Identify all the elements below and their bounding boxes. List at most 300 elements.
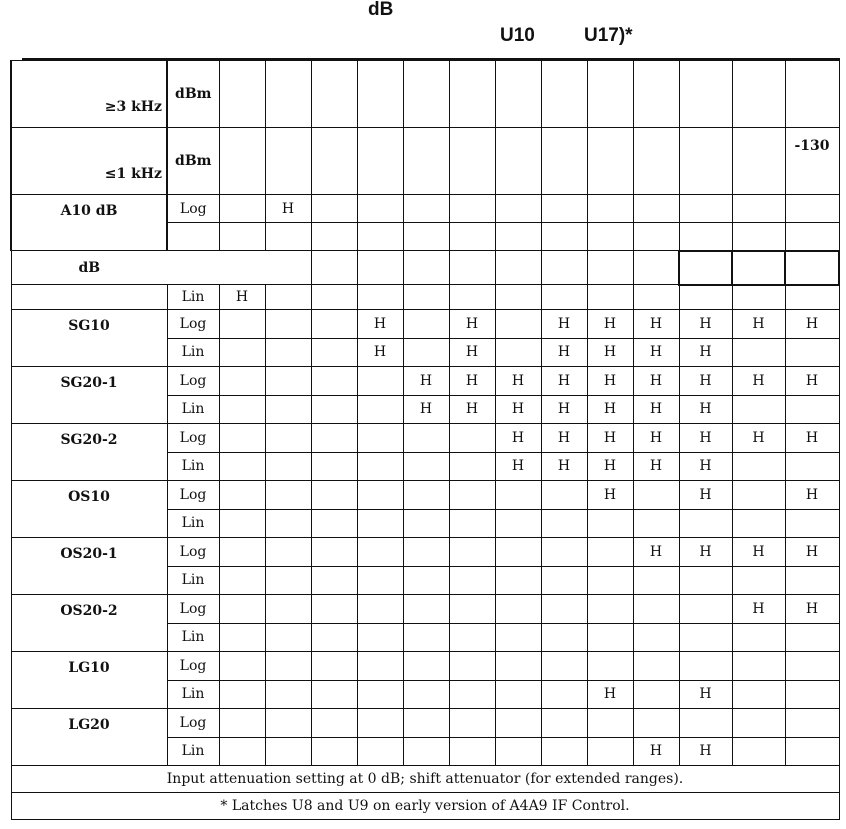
- value-cell: [495, 623, 541, 652]
- value-cell: [403, 223, 449, 251]
- value-cell: [311, 709, 357, 738]
- footnote: Input attenuation setting at 0 dB; shift attenuator (for extended ranges).: [11, 766, 839, 793]
- value-cell: [633, 709, 679, 738]
- value-cell: [587, 595, 633, 624]
- value-cell: [449, 652, 495, 681]
- value-cell: [403, 680, 449, 709]
- value-cell: [403, 128, 449, 195]
- value-cell: [403, 285, 449, 310]
- value-cell: [265, 395, 311, 424]
- value-cell: [541, 538, 587, 567]
- value-cell: H: [587, 481, 633, 510]
- value-cell: H: [633, 452, 679, 481]
- mode-label: Lin: [167, 680, 219, 709]
- value-cell: [219, 595, 265, 624]
- value-cell: [219, 223, 265, 251]
- value-cell: [311, 652, 357, 681]
- value-cell: [219, 452, 265, 481]
- value-cell: [732, 652, 785, 681]
- value-cell: [265, 452, 311, 481]
- value-cell: H: [679, 424, 732, 453]
- value-cell: [219, 509, 265, 538]
- value-cell: [679, 595, 732, 624]
- value-cell: [311, 61, 357, 128]
- value-cell: [311, 595, 357, 624]
- value-cell: [541, 195, 587, 223]
- value-cell: [403, 509, 449, 538]
- value-cell: [265, 538, 311, 567]
- value-cell: H: [633, 367, 679, 396]
- value-cell: [265, 367, 311, 396]
- value-cell: [679, 195, 732, 223]
- value-cell: [357, 61, 403, 128]
- value-cell: [785, 395, 839, 424]
- blank-cell: [732, 251, 785, 285]
- value-cell: [495, 652, 541, 681]
- value-cell: [495, 285, 541, 310]
- a10-label: A10 dB: [11, 195, 167, 251]
- attenuator-latch-table: [10, 60, 840, 820]
- group-label: OS20-1: [11, 538, 167, 595]
- value-cell: [495, 737, 541, 766]
- group-row: [11, 481, 839, 510]
- blank-cell: [633, 251, 679, 285]
- value-cell: [311, 195, 357, 223]
- value-cell: [311, 285, 357, 310]
- mode-label: Log: [167, 595, 219, 624]
- value-cell: [541, 128, 587, 195]
- value-cell: [785, 652, 839, 681]
- value-cell: [219, 538, 265, 567]
- value-cell: [732, 195, 785, 223]
- value-cell: [311, 395, 357, 424]
- value-cell: H: [679, 310, 732, 339]
- blank-cell: [449, 251, 495, 285]
- blank-cell: [785, 251, 839, 285]
- value-cell: H: [587, 424, 633, 453]
- footnote-row: [11, 766, 839, 793]
- value-cell: [732, 509, 785, 538]
- value-cell: [403, 481, 449, 510]
- value-cell: H: [633, 538, 679, 567]
- group-label: SG20-1: [11, 367, 167, 424]
- unit-cell: dBm: [167, 128, 219, 195]
- value-cell: H: [587, 680, 633, 709]
- value-cell: H: [403, 367, 449, 396]
- value-cell: [679, 61, 732, 128]
- value-cell: [541, 566, 587, 595]
- value-cell: [357, 538, 403, 567]
- value-cell: H: [633, 338, 679, 367]
- value-cell: [587, 195, 633, 223]
- value-cell: [219, 367, 265, 396]
- value-cell: [633, 623, 679, 652]
- value-cell: H: [679, 538, 732, 567]
- value-cell: H: [785, 424, 839, 453]
- value-cell: H: [785, 481, 839, 510]
- value-cell: [403, 566, 449, 595]
- value-cell: [219, 737, 265, 766]
- value-cell: [357, 595, 403, 624]
- mode-label: Log: [167, 538, 219, 567]
- blank-cell: [311, 251, 357, 285]
- value-cell: [785, 680, 839, 709]
- value-cell: [357, 481, 403, 510]
- value-cell: [679, 285, 732, 310]
- value-cell: [219, 481, 265, 510]
- db-row-label: dB: [11, 251, 167, 285]
- value-cell: [587, 223, 633, 251]
- value-cell: [679, 709, 732, 738]
- value-cell: H: [541, 395, 587, 424]
- value-cell: [403, 709, 449, 738]
- value-cell: [633, 566, 679, 595]
- header-u17: U17)*: [584, 25, 633, 46]
- value-cell: [679, 509, 732, 538]
- value-cell: H: [449, 310, 495, 339]
- value-cell: [265, 424, 311, 453]
- value-cell: [311, 128, 357, 195]
- value-cell: H: [541, 424, 587, 453]
- value-cell: [785, 509, 839, 538]
- value-cell: [587, 709, 633, 738]
- value-cell: [587, 538, 633, 567]
- value-cell: [633, 509, 679, 538]
- value-cell: [357, 452, 403, 481]
- value-cell: [357, 195, 403, 223]
- value-cell: H: [587, 452, 633, 481]
- value-cell: [541, 223, 587, 251]
- value-cell: H: [541, 310, 587, 339]
- value-cell: [265, 285, 311, 310]
- value-cell: [541, 285, 587, 310]
- value-cell: H: [541, 338, 587, 367]
- mode-label: Log: [167, 652, 219, 681]
- value-cell: [311, 481, 357, 510]
- value-cell: H: [732, 538, 785, 567]
- value-cell: [633, 195, 679, 223]
- freq-row: [11, 61, 839, 128]
- a10-row: [11, 195, 839, 223]
- blank-cell: [541, 251, 587, 285]
- group-row: [11, 424, 839, 453]
- mode-label: Log: [167, 195, 219, 223]
- value-cell: [219, 395, 265, 424]
- value-cell: [311, 452, 357, 481]
- value-cell: H: [449, 338, 495, 367]
- value-cell: [587, 509, 633, 538]
- value-cell: [449, 595, 495, 624]
- value-cell: [311, 310, 357, 339]
- value-cell: [219, 680, 265, 709]
- value-cell: H: [587, 395, 633, 424]
- mode-label: Log: [167, 709, 219, 738]
- value-cell: [265, 128, 311, 195]
- value-cell: [357, 652, 403, 681]
- value-cell: [265, 566, 311, 595]
- value-cell: [311, 338, 357, 367]
- value-cell: [403, 538, 449, 567]
- value-cell: [311, 623, 357, 652]
- value-cell: [587, 566, 633, 595]
- value-cell: [587, 285, 633, 310]
- footnote: * Latches U8 and U9 on early version of A4A9 IF Control.: [11, 793, 839, 820]
- value-cell: H: [449, 367, 495, 396]
- value-cell: [357, 623, 403, 652]
- value-cell: [449, 709, 495, 738]
- value-cell: [357, 285, 403, 310]
- value-cell: H: [679, 338, 732, 367]
- value-cell: [449, 195, 495, 223]
- group-row: [11, 310, 839, 339]
- value-cell: [495, 338, 541, 367]
- value-cell: [403, 310, 449, 339]
- value-cell: [449, 481, 495, 510]
- value-cell: [541, 680, 587, 709]
- value-cell: [265, 595, 311, 624]
- value-cell: [587, 61, 633, 128]
- value-cell: [449, 680, 495, 709]
- value-cell: [265, 509, 311, 538]
- value-cell: [732, 338, 785, 367]
- group-label: OS10: [11, 481, 167, 538]
- value-cell: H: [587, 338, 633, 367]
- value-cell: [785, 61, 839, 128]
- header-db: dB: [368, 0, 394, 20]
- value-cell: H: [732, 310, 785, 339]
- value-cell: -130: [785, 128, 839, 195]
- value-cell: H: [679, 481, 732, 510]
- value-cell: [679, 128, 732, 195]
- value-cell: [732, 395, 785, 424]
- value-cell: [732, 737, 785, 766]
- value-cell: [495, 128, 541, 195]
- value-cell: H: [495, 424, 541, 453]
- value-cell: [679, 623, 732, 652]
- value-cell: [495, 61, 541, 128]
- value-cell: [403, 61, 449, 128]
- value-cell: [495, 680, 541, 709]
- value-cell: [732, 566, 785, 595]
- mode-label: Log: [167, 424, 219, 453]
- value-cell: [633, 481, 679, 510]
- value-cell: [265, 709, 311, 738]
- value-cell: [732, 61, 785, 128]
- value-cell: [732, 452, 785, 481]
- value-cell: [732, 223, 785, 251]
- value-cell: [357, 395, 403, 424]
- value-cell: [219, 128, 265, 195]
- group-row: [11, 652, 839, 681]
- value-cell: H: [785, 595, 839, 624]
- value-cell: [357, 223, 403, 251]
- mode-label: Lin: [167, 566, 219, 595]
- value-cell: [633, 223, 679, 251]
- value-cell: [732, 285, 785, 310]
- value-cell: [495, 538, 541, 567]
- group-row: [11, 538, 839, 567]
- value-cell: H: [541, 452, 587, 481]
- value-cell: [219, 424, 265, 453]
- value-cell: [587, 737, 633, 766]
- mode-label: Lin: [167, 737, 219, 766]
- value-cell: [587, 623, 633, 652]
- value-cell: [541, 709, 587, 738]
- lin-row: [11, 285, 839, 310]
- value-cell: [357, 128, 403, 195]
- value-cell: [449, 737, 495, 766]
- value-cell: [633, 128, 679, 195]
- value-cell: [732, 623, 785, 652]
- group-row: [11, 595, 839, 624]
- value-cell: H: [785, 367, 839, 396]
- header-u10: U10: [500, 25, 535, 46]
- value-cell: [449, 566, 495, 595]
- value-cell: [785, 195, 839, 223]
- value-cell: [357, 509, 403, 538]
- value-cell: [732, 709, 785, 738]
- value-cell: [541, 509, 587, 538]
- value-cell: [785, 223, 839, 251]
- value-cell: [265, 680, 311, 709]
- value-cell: H: [732, 367, 785, 396]
- value-cell: [541, 61, 587, 128]
- value-cell: [403, 623, 449, 652]
- mode-label: [167, 223, 219, 251]
- mode-label: Lin: [167, 338, 219, 367]
- blank-cell: [11, 285, 167, 310]
- value-cell: [541, 481, 587, 510]
- mode-label: Lin: [167, 623, 219, 652]
- blank-cell: [495, 251, 541, 285]
- group-label: OS20-2: [11, 595, 167, 652]
- freq-row-label: ≤1 kHz: [11, 128, 167, 195]
- group-label: LG10: [11, 652, 167, 709]
- value-cell: [495, 595, 541, 624]
- value-cell: [541, 595, 587, 624]
- value-cell: [495, 481, 541, 510]
- value-cell: [449, 623, 495, 652]
- value-cell: [311, 223, 357, 251]
- blank-cell: [403, 251, 449, 285]
- value-cell: [311, 367, 357, 396]
- value-cell: [541, 737, 587, 766]
- mode-label: Lin: [167, 452, 219, 481]
- value-cell: [219, 623, 265, 652]
- value-cell: [679, 652, 732, 681]
- value-cell: H: [633, 737, 679, 766]
- value-cell: [311, 680, 357, 709]
- value-cell: [449, 452, 495, 481]
- value-cell: [785, 709, 839, 738]
- value-cell: [633, 680, 679, 709]
- mode-label: Lin: [167, 509, 219, 538]
- value-cell: [357, 424, 403, 453]
- value-cell: H: [219, 285, 265, 310]
- value-cell: [633, 285, 679, 310]
- mode-label: Lin: [167, 285, 219, 310]
- value-cell: H: [732, 424, 785, 453]
- value-cell: [265, 310, 311, 339]
- value-cell: H: [679, 737, 732, 766]
- group-label: SG10: [11, 310, 167, 367]
- value-cell: [265, 223, 311, 251]
- value-cell: [311, 509, 357, 538]
- value-cell: [587, 652, 633, 681]
- mode-label: Lin: [167, 395, 219, 424]
- value-cell: [633, 595, 679, 624]
- value-cell: H: [679, 680, 732, 709]
- value-cell: H: [357, 338, 403, 367]
- value-cell: [219, 61, 265, 128]
- value-cell: [785, 566, 839, 595]
- blank-cell: [357, 251, 403, 285]
- value-cell: [449, 223, 495, 251]
- value-cell: H: [679, 367, 732, 396]
- value-cell: [449, 285, 495, 310]
- value-cell: H: [587, 310, 633, 339]
- value-cell: H: [357, 310, 403, 339]
- value-cell: [785, 737, 839, 766]
- value-cell: [587, 128, 633, 195]
- value-cell: H: [541, 367, 587, 396]
- freq-row-label: ≥3 kHz: [11, 61, 167, 128]
- value-cell: [495, 310, 541, 339]
- value-cell: [679, 566, 732, 595]
- value-cell: [265, 737, 311, 766]
- value-cell: [679, 223, 732, 251]
- value-cell: H: [679, 452, 732, 481]
- value-cell: H: [785, 538, 839, 567]
- value-cell: [449, 538, 495, 567]
- db-row: [11, 251, 839, 285]
- value-cell: [495, 509, 541, 538]
- value-cell: [219, 310, 265, 339]
- value-cell: H: [265, 195, 311, 223]
- value-cell: [219, 709, 265, 738]
- value-cell: H: [633, 424, 679, 453]
- value-cell: [311, 538, 357, 567]
- mode-label: Log: [167, 310, 219, 339]
- value-cell: [357, 709, 403, 738]
- value-cell: H: [587, 367, 633, 396]
- group-row: [11, 367, 839, 396]
- value-cell: [633, 61, 679, 128]
- value-cell: [785, 285, 839, 310]
- value-cell: [449, 61, 495, 128]
- value-cell: [495, 195, 541, 223]
- value-cell: [785, 452, 839, 481]
- value-cell: [219, 338, 265, 367]
- value-cell: [219, 195, 265, 223]
- value-cell: [732, 128, 785, 195]
- value-cell: H: [403, 395, 449, 424]
- value-cell: [495, 223, 541, 251]
- value-cell: [449, 509, 495, 538]
- value-cell: [732, 680, 785, 709]
- value-cell: [265, 61, 311, 128]
- mode-label: Log: [167, 367, 219, 396]
- value-cell: [495, 566, 541, 595]
- value-cell: [357, 680, 403, 709]
- group-label: SG20-2: [11, 424, 167, 481]
- value-cell: [403, 737, 449, 766]
- value-cell: [403, 424, 449, 453]
- mode-label: Log: [167, 481, 219, 510]
- value-cell: [311, 737, 357, 766]
- value-cell: H: [495, 367, 541, 396]
- value-cell: [265, 338, 311, 367]
